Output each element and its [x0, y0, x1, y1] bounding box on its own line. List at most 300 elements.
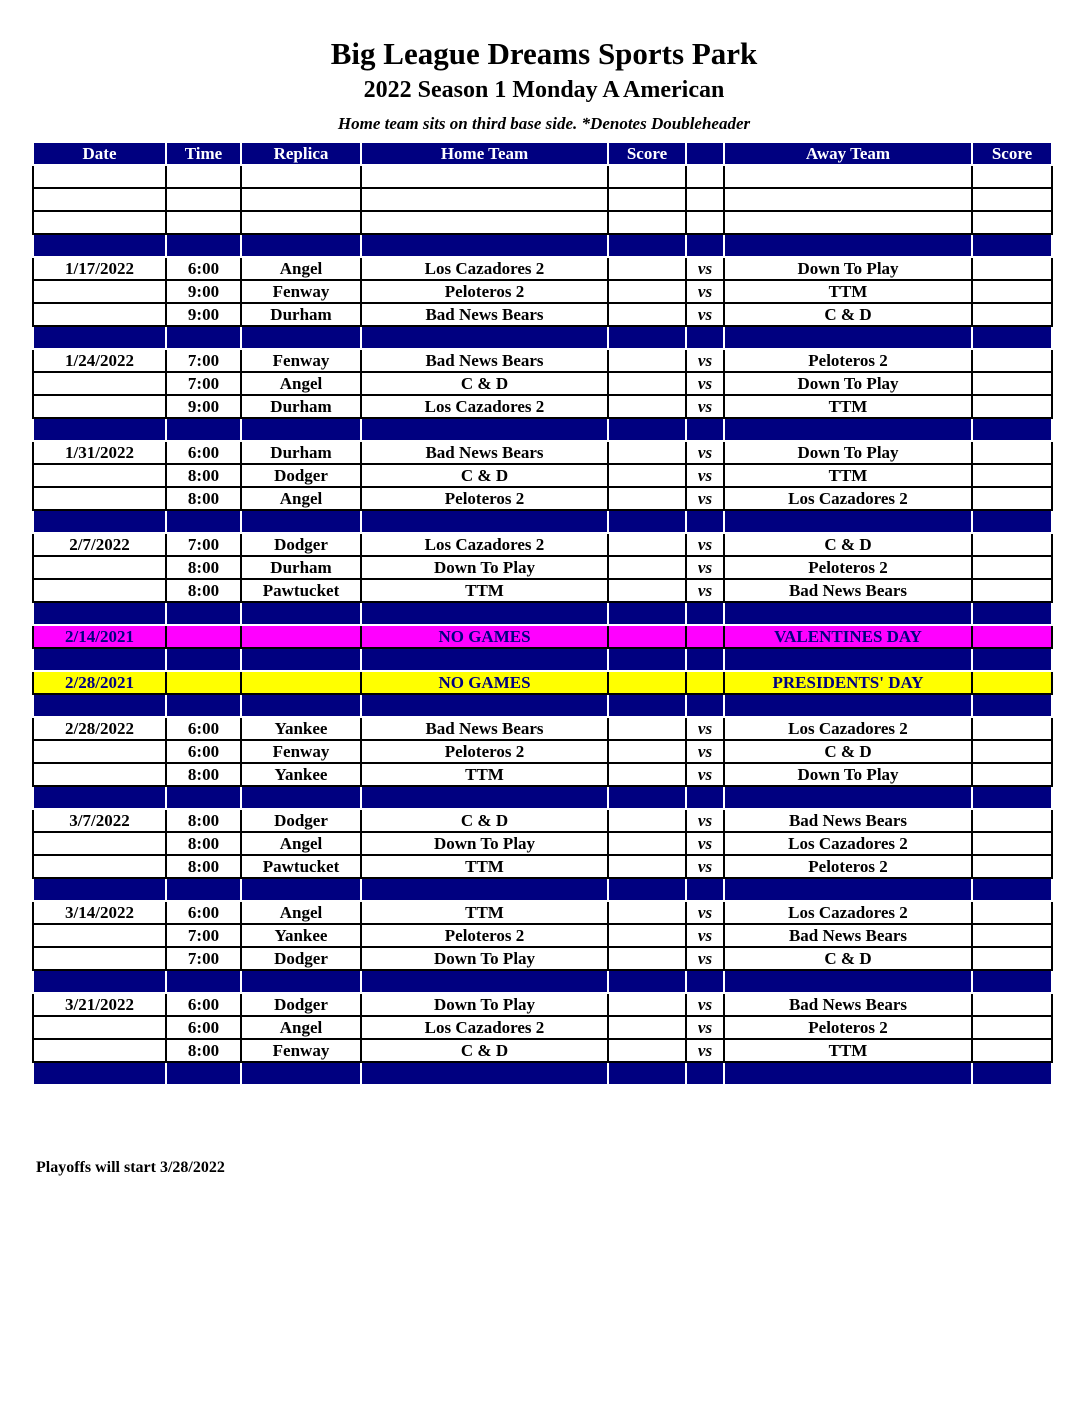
- separator-cell: [241, 602, 361, 625]
- empty-cell: [686, 188, 724, 211]
- empty-cell: [724, 165, 972, 188]
- time-cell: 7:00: [166, 372, 241, 395]
- game-row: [33, 533, 1052, 556]
- game-row: [33, 556, 1052, 579]
- empty-cell: [724, 188, 972, 211]
- game-row: [33, 763, 1052, 786]
- home-team-cell: Down To Play: [361, 993, 608, 1016]
- away-team-cell: Peloteros 2: [724, 1016, 972, 1039]
- separator-row: [33, 648, 1052, 671]
- game-row: [33, 487, 1052, 510]
- separator-row: [33, 418, 1052, 441]
- date-cell: [33, 395, 166, 418]
- empty-cell: [608, 188, 686, 211]
- home-score-cell: [608, 809, 686, 832]
- separator-cell: [33, 878, 166, 901]
- separator-cell: [166, 648, 241, 671]
- separator-cell: [166, 234, 241, 257]
- replica-cell: Fenway: [241, 740, 361, 763]
- away-score-cell: [972, 579, 1052, 602]
- separator-cell: [608, 326, 686, 349]
- home-score-cell: [608, 832, 686, 855]
- away-team-cell: Bad News Bears: [724, 924, 972, 947]
- separator-row: [33, 786, 1052, 809]
- time-cell: 6:00: [166, 717, 241, 740]
- vs-cell: vs: [686, 924, 724, 947]
- home-team-cell: Peloteros 2: [361, 280, 608, 303]
- replica-cell: Yankee: [241, 763, 361, 786]
- separator-cell: [241, 1062, 361, 1085]
- empty-cell: [361, 211, 608, 234]
- separator-cell: [361, 970, 608, 993]
- empty-cell: [33, 188, 166, 211]
- separator-cell: [166, 786, 241, 809]
- date-cell: 1/17/2022: [33, 257, 166, 280]
- replica-cell: Angel: [241, 901, 361, 924]
- date-cell: 2/28/2021: [33, 671, 166, 694]
- separator-cell: [724, 694, 972, 717]
- vs-cell: [686, 671, 724, 694]
- separator-cell: [361, 694, 608, 717]
- home-team-cell: Los Cazadores 2: [361, 533, 608, 556]
- time-cell: 8:00: [166, 855, 241, 878]
- home-score-cell: [608, 625, 686, 648]
- separator-cell: [686, 694, 724, 717]
- separator-cell: [972, 602, 1052, 625]
- separator-cell: [166, 602, 241, 625]
- game-row: [33, 924, 1052, 947]
- separator-cell: [166, 510, 241, 533]
- separator-cell: [361, 878, 608, 901]
- separator-cell: [686, 648, 724, 671]
- vs-cell: vs: [686, 579, 724, 602]
- separator-cell: [361, 234, 608, 257]
- home-score-cell: [608, 372, 686, 395]
- replica-cell: Yankee: [241, 717, 361, 740]
- game-row: [33, 901, 1052, 924]
- empty-cell: [972, 211, 1052, 234]
- empty-cell: [361, 188, 608, 211]
- time-cell: 7:00: [166, 533, 241, 556]
- away-team-cell: Bad News Bears: [724, 579, 972, 602]
- date-cell: [33, 464, 166, 487]
- vs-cell: vs: [686, 372, 724, 395]
- replica-cell: Angel: [241, 257, 361, 280]
- home-score-cell: [608, 533, 686, 556]
- separator-cell: [166, 970, 241, 993]
- home-team-cell: Bad News Bears: [361, 303, 608, 326]
- home-team-cell: Los Cazadores 2: [361, 395, 608, 418]
- page-title: Big League Dreams Sports Park: [330, 36, 758, 71]
- replica-cell: Fenway: [241, 280, 361, 303]
- separator-row: [33, 1062, 1052, 1085]
- date-cell: [33, 1039, 166, 1062]
- vs-cell: vs: [686, 395, 724, 418]
- game-row: [33, 855, 1052, 878]
- separator-cell: [241, 234, 361, 257]
- separator-cell: [166, 418, 241, 441]
- away-team-cell: PRESIDENTS' DAY: [724, 671, 972, 694]
- replica-cell: Durham: [241, 395, 361, 418]
- home-score-cell: [608, 1016, 686, 1039]
- away-team-cell: C & D: [724, 947, 972, 970]
- separator-cell: [608, 234, 686, 257]
- away-score-cell: [972, 464, 1052, 487]
- replica-cell: Angel: [241, 832, 361, 855]
- separator-cell: [241, 970, 361, 993]
- home-team-cell: NO GAMES: [361, 625, 608, 648]
- away-score-cell: [972, 257, 1052, 280]
- home-score-cell: [608, 717, 686, 740]
- separator-cell: [166, 326, 241, 349]
- replica-cell: Pawtucket: [241, 579, 361, 602]
- separator-cell: [241, 648, 361, 671]
- date-cell: [33, 579, 166, 602]
- vs-cell: vs: [686, 717, 724, 740]
- replica-cell: Yankee: [241, 924, 361, 947]
- separator-cell: [361, 786, 608, 809]
- home-score-cell: [608, 1039, 686, 1062]
- home-team-cell: Peloteros 2: [361, 487, 608, 510]
- date-cell: 1/31/2022: [33, 441, 166, 464]
- vs-cell: vs: [686, 303, 724, 326]
- separator-cell: [724, 878, 972, 901]
- time-cell: 8:00: [166, 1039, 241, 1062]
- vs-cell: [686, 625, 724, 648]
- away-team-cell: Los Cazadores 2: [724, 487, 972, 510]
- away-score-cell: [972, 832, 1052, 855]
- empty-cell: [241, 211, 361, 234]
- column-header-vs: [686, 142, 724, 165]
- separator-cell: [608, 510, 686, 533]
- separator-cell: [686, 418, 724, 441]
- separator-cell: [33, 234, 166, 257]
- time-cell: 6:00: [166, 993, 241, 1016]
- away-score-cell: [972, 924, 1052, 947]
- vs-cell: vs: [686, 257, 724, 280]
- separator-cell: [166, 878, 241, 901]
- separator-cell: [724, 510, 972, 533]
- separator-row: [33, 878, 1052, 901]
- time-cell: 9:00: [166, 303, 241, 326]
- away-team-cell: Los Cazadores 2: [724, 832, 972, 855]
- separator-cell: [972, 648, 1052, 671]
- date-cell: [33, 1016, 166, 1039]
- away-score-cell: [972, 855, 1052, 878]
- vs-cell: vs: [686, 487, 724, 510]
- away-team-cell: Bad News Bears: [724, 809, 972, 832]
- replica-cell: Dodger: [241, 533, 361, 556]
- separator-cell: [724, 418, 972, 441]
- vs-cell: vs: [686, 464, 724, 487]
- game-row: [33, 1039, 1052, 1062]
- separator-cell: [241, 418, 361, 441]
- home-score-cell: [608, 947, 686, 970]
- empty-cell: [166, 188, 241, 211]
- separator-cell: [33, 602, 166, 625]
- away-team-cell: VALENTINES DAY: [724, 625, 972, 648]
- away-score-cell: [972, 809, 1052, 832]
- home-score-cell: [608, 395, 686, 418]
- separator-cell: [972, 878, 1052, 901]
- column-header-away-team: Away Team: [724, 142, 972, 165]
- empty-cell: [166, 165, 241, 188]
- vs-cell: vs: [686, 1039, 724, 1062]
- separator-cell: [686, 326, 724, 349]
- separator-cell: [33, 648, 166, 671]
- separator-cell: [972, 234, 1052, 257]
- replica-cell: Angel: [241, 1016, 361, 1039]
- away-team-cell: C & D: [724, 533, 972, 556]
- separator-cell: [241, 786, 361, 809]
- vs-cell: vs: [686, 1016, 724, 1039]
- home-team-cell: C & D: [361, 1039, 608, 1062]
- holiday-row: [33, 625, 1052, 648]
- home-score-cell: [608, 349, 686, 372]
- separator-cell: [33, 418, 166, 441]
- away-score-cell: [972, 625, 1052, 648]
- replica-cell: Pawtucket: [241, 855, 361, 878]
- away-score-cell: [972, 1039, 1052, 1062]
- separator-cell: [686, 970, 724, 993]
- blank-row: [33, 188, 1052, 211]
- empty-cell: [33, 211, 166, 234]
- empty-cell: [608, 211, 686, 234]
- separator-cell: [33, 1062, 166, 1085]
- page-subtitle: 2022 Season 1 Monday A American: [363, 77, 725, 103]
- separator-row: [33, 694, 1052, 717]
- separator-cell: [724, 234, 972, 257]
- home-team-cell: Down To Play: [361, 947, 608, 970]
- date-cell: [33, 372, 166, 395]
- empty-cell: [361, 165, 608, 188]
- game-row: [33, 372, 1052, 395]
- page-note: Home team sits on third base side. *Denotes Doubleheader: [337, 114, 751, 133]
- vs-cell: vs: [686, 763, 724, 786]
- vs-cell: vs: [686, 349, 724, 372]
- date-cell: [33, 280, 166, 303]
- separator-row: [33, 510, 1052, 533]
- separator-cell: [972, 694, 1052, 717]
- home-team-cell: Bad News Bears: [361, 349, 608, 372]
- game-row: [33, 395, 1052, 418]
- game-row: [33, 257, 1052, 280]
- blank-row: [33, 165, 1052, 188]
- separator-cell: [166, 694, 241, 717]
- separator-cell: [724, 970, 972, 993]
- replica-cell: Dodger: [241, 947, 361, 970]
- time-cell: 8:00: [166, 809, 241, 832]
- empty-cell: [241, 165, 361, 188]
- replica-cell: Fenway: [241, 349, 361, 372]
- game-row: [33, 441, 1052, 464]
- away-team-cell: Peloteros 2: [724, 855, 972, 878]
- home-score-cell: [608, 924, 686, 947]
- date-cell: [33, 740, 166, 763]
- separator-cell: [724, 786, 972, 809]
- home-score-cell: [608, 671, 686, 694]
- home-team-cell: C & D: [361, 372, 608, 395]
- blank-row: [33, 211, 1052, 234]
- away-team-cell: TTM: [724, 395, 972, 418]
- separator-cell: [686, 510, 724, 533]
- away-score-cell: [972, 349, 1052, 372]
- away-score-cell: [972, 395, 1052, 418]
- separator-cell: [361, 602, 608, 625]
- away-team-cell: C & D: [724, 740, 972, 763]
- time-cell: 7:00: [166, 349, 241, 372]
- away-team-cell: Down To Play: [724, 372, 972, 395]
- separator-cell: [724, 602, 972, 625]
- separator-cell: [33, 326, 166, 349]
- home-team-cell: C & D: [361, 464, 608, 487]
- vs-cell: vs: [686, 280, 724, 303]
- vs-cell: vs: [686, 809, 724, 832]
- game-row: [33, 579, 1052, 602]
- away-team-cell: Down To Play: [724, 441, 972, 464]
- date-cell: 3/14/2022: [33, 901, 166, 924]
- separator-cell: [972, 1062, 1052, 1085]
- schedule-body: [33, 165, 1052, 1085]
- home-score-cell: [608, 487, 686, 510]
- column-header-away-score: Score: [972, 142, 1052, 165]
- replica-cell: Angel: [241, 372, 361, 395]
- home-team-cell: Bad News Bears: [361, 717, 608, 740]
- home-team-cell: Down To Play: [361, 832, 608, 855]
- separator-cell: [724, 1062, 972, 1085]
- separator-cell: [241, 326, 361, 349]
- replica-cell: Durham: [241, 556, 361, 579]
- home-team-cell: C & D: [361, 809, 608, 832]
- separator-cell: [33, 510, 166, 533]
- date-cell: [33, 924, 166, 947]
- column-header-time: Time: [166, 142, 241, 165]
- separator-cell: [686, 786, 724, 809]
- home-team-cell: Down To Play: [361, 556, 608, 579]
- time-cell: 9:00: [166, 280, 241, 303]
- game-row: [33, 809, 1052, 832]
- home-score-cell: [608, 763, 686, 786]
- date-cell: 3/21/2022: [33, 993, 166, 1016]
- separator-cell: [361, 510, 608, 533]
- replica-cell: Durham: [241, 441, 361, 464]
- away-score-cell: [972, 947, 1052, 970]
- game-row: [33, 832, 1052, 855]
- away-team-cell: Down To Play: [724, 763, 972, 786]
- table-header-row: [33, 142, 1052, 165]
- date-cell: [33, 556, 166, 579]
- separator-cell: [686, 1062, 724, 1085]
- away-score-cell: [972, 487, 1052, 510]
- vs-cell: vs: [686, 441, 724, 464]
- replica-cell: Dodger: [241, 464, 361, 487]
- away-score-cell: [972, 717, 1052, 740]
- separator-row: [33, 234, 1052, 257]
- separator-cell: [686, 234, 724, 257]
- date-cell: [33, 947, 166, 970]
- vs-cell: vs: [686, 901, 724, 924]
- schedule-table: [32, 141, 1053, 1086]
- vs-cell: vs: [686, 947, 724, 970]
- home-score-cell: [608, 441, 686, 464]
- column-header-home-score: Score: [608, 142, 686, 165]
- away-score-cell: [972, 671, 1052, 694]
- separator-cell: [724, 326, 972, 349]
- away-team-cell: Down To Play: [724, 257, 972, 280]
- home-team-cell: TTM: [361, 763, 608, 786]
- home-score-cell: [608, 855, 686, 878]
- away-team-cell: TTM: [724, 280, 972, 303]
- date-cell: [33, 763, 166, 786]
- away-score-cell: [972, 533, 1052, 556]
- empty-cell: [724, 211, 972, 234]
- game-row: [33, 1016, 1052, 1039]
- vs-cell: vs: [686, 832, 724, 855]
- time-cell: 8:00: [166, 832, 241, 855]
- replica-cell: Angel: [241, 487, 361, 510]
- separator-cell: [686, 878, 724, 901]
- empty-cell: [972, 165, 1052, 188]
- separator-cell: [361, 648, 608, 671]
- separator-cell: [972, 786, 1052, 809]
- replica-cell: [241, 671, 361, 694]
- vs-cell: vs: [686, 533, 724, 556]
- away-score-cell: [972, 763, 1052, 786]
- replica-cell: Durham: [241, 303, 361, 326]
- date-cell: [33, 487, 166, 510]
- separator-cell: [166, 1062, 241, 1085]
- separator-cell: [686, 602, 724, 625]
- separator-cell: [33, 786, 166, 809]
- separator-cell: [608, 648, 686, 671]
- away-score-cell: [972, 303, 1052, 326]
- away-team-cell: TTM: [724, 464, 972, 487]
- home-team-cell: Los Cazadores 2: [361, 1016, 608, 1039]
- home-score-cell: [608, 257, 686, 280]
- away-score-cell: [972, 1016, 1052, 1039]
- vs-cell: vs: [686, 740, 724, 763]
- separator-cell: [608, 602, 686, 625]
- separator-row: [33, 326, 1052, 349]
- separator-cell: [972, 326, 1052, 349]
- home-score-cell: [608, 993, 686, 1016]
- home-team-cell: Los Cazadores 2: [361, 257, 608, 280]
- away-score-cell: [972, 740, 1052, 763]
- away-team-cell: Peloteros 2: [724, 349, 972, 372]
- date-cell: 2/28/2022: [33, 717, 166, 740]
- time-cell: 8:00: [166, 556, 241, 579]
- home-score-cell: [608, 280, 686, 303]
- date-cell: 1/24/2022: [33, 349, 166, 372]
- replica-cell: Fenway: [241, 1039, 361, 1062]
- empty-cell: [166, 211, 241, 234]
- home-team-cell: TTM: [361, 901, 608, 924]
- column-header-home-team: Home Team: [361, 142, 608, 165]
- time-cell: 6:00: [166, 740, 241, 763]
- vs-cell: vs: [686, 993, 724, 1016]
- separator-cell: [608, 1062, 686, 1085]
- game-row: [33, 717, 1052, 740]
- separator-cell: [361, 1062, 608, 1085]
- game-row: [33, 303, 1052, 326]
- empty-cell: [686, 165, 724, 188]
- separator-cell: [608, 694, 686, 717]
- separator-cell: [608, 878, 686, 901]
- separator-cell: [724, 648, 972, 671]
- separator-cell: [608, 786, 686, 809]
- time-cell: 6:00: [166, 901, 241, 924]
- time-cell: 7:00: [166, 924, 241, 947]
